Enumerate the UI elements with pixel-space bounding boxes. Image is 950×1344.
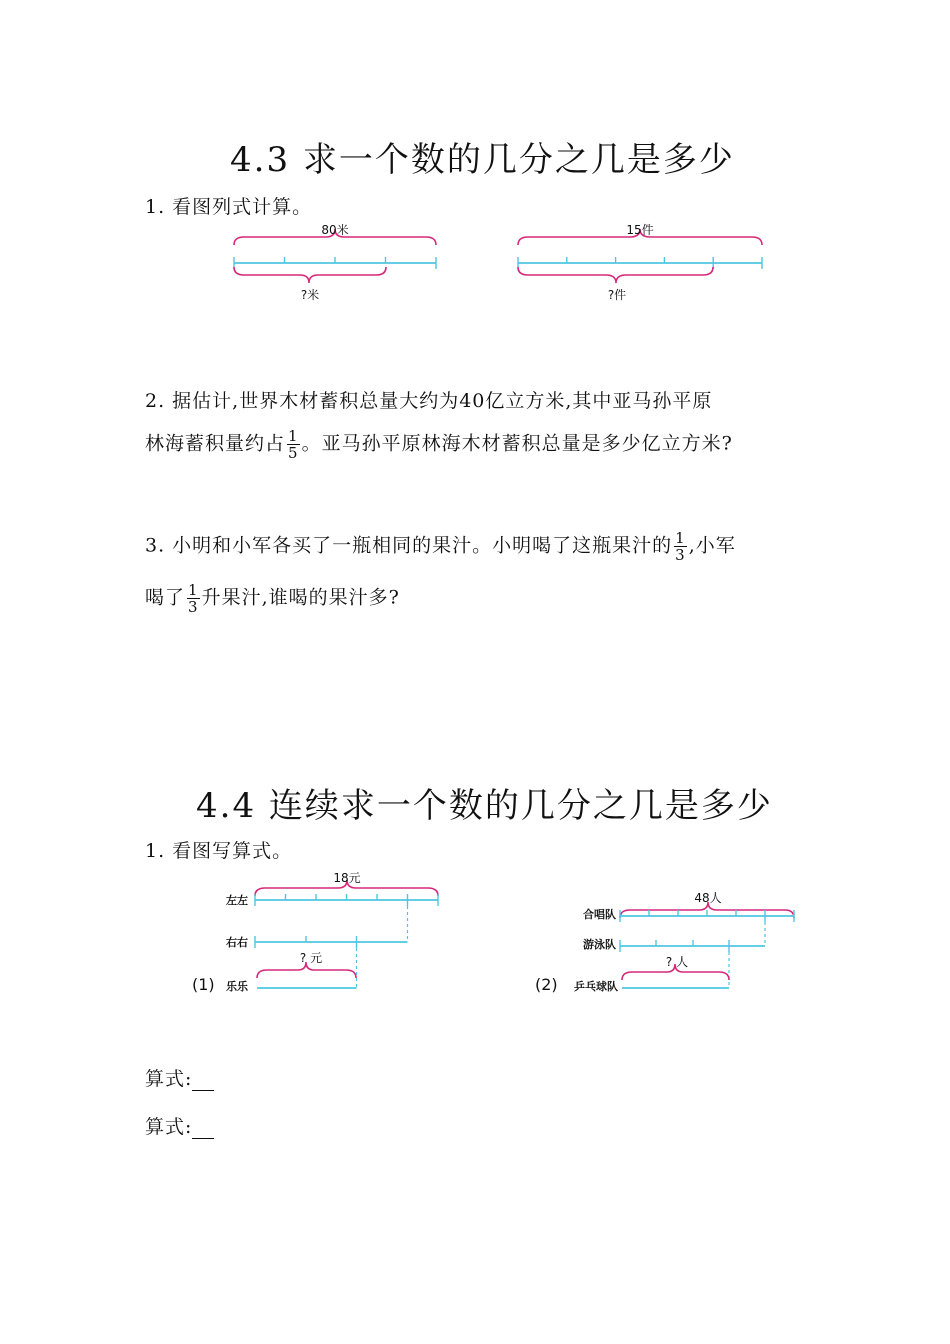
segment-diagram-a xyxy=(234,222,436,302)
numerator: 1 xyxy=(288,427,299,445)
question-2-line-1: 2. 据估计,世界木材蓄积总量大约为40亿立方米,其中亚马孙平原 xyxy=(145,390,713,412)
number: (2) xyxy=(535,975,558,994)
bottom-label: ?件 xyxy=(607,288,627,302)
answer-label: 算式: xyxy=(145,1068,193,1090)
fraction-one-fifth xyxy=(287,428,300,461)
denominator: 3 xyxy=(188,598,199,616)
section-title-4-3: 4.3 求一个数的几分之几是多少 xyxy=(230,140,735,180)
question-1-label: 1. 看图列式计算。 xyxy=(145,196,313,218)
row2-label: 右右 xyxy=(226,936,248,949)
fraction-one-third xyxy=(674,530,687,563)
answer-label: 算式: xyxy=(145,1116,193,1138)
answer-blank[interactable] xyxy=(192,1072,214,1091)
denominator: 5 xyxy=(288,444,299,462)
answer-line-1 xyxy=(145,1064,214,1091)
number: (1) xyxy=(192,975,215,994)
denominator: 3 xyxy=(675,546,686,564)
top-label: 80米 xyxy=(321,223,349,237)
text: 林海蓄积量约占 xyxy=(145,432,286,455)
fraction-one-third xyxy=(187,582,200,615)
question-1-label: 1. 看图写算式。 xyxy=(145,840,293,862)
answer-blank[interactable] xyxy=(192,1120,214,1139)
numerator: 1 xyxy=(188,581,199,599)
top-label: 15件 xyxy=(626,223,654,237)
text: 3. 小明和小军各买了一瓶相同的果汁。小明喝了这瓶果汁的 xyxy=(145,534,673,557)
top-label: 18元 xyxy=(333,871,361,885)
mid-label: ? 元 xyxy=(299,951,323,965)
question-3-line-1 xyxy=(145,530,736,563)
question-3-line-2 xyxy=(145,582,400,615)
row1-label: 合唱队 xyxy=(583,908,616,921)
text: 升果汁,谁喝的果汁多? xyxy=(201,586,400,609)
section-title-4-4: 4.4 连续求一个数的几分之几是多少 xyxy=(196,786,773,826)
mid-label: ? 人 xyxy=(665,955,689,969)
text: 喝了 xyxy=(145,586,186,609)
segment-diagram-b xyxy=(518,222,762,302)
continuous-fraction-diagrams xyxy=(180,862,810,1002)
numerator: 1 xyxy=(675,529,686,547)
diagram-2 xyxy=(535,891,794,994)
row2-label: 游泳队 xyxy=(583,938,616,951)
top-label: 48人 xyxy=(694,891,722,905)
bottom-label: ?米 xyxy=(300,288,320,302)
text: 。亚马孙平原林海木材蓄积总量是多少亿立方米? xyxy=(301,432,733,455)
question-2-line-2 xyxy=(145,428,733,461)
text: ,小军 xyxy=(688,534,736,557)
row3-label: 乐乐 xyxy=(226,980,248,993)
bottom-brace xyxy=(518,267,713,283)
diagram-1 xyxy=(192,871,438,994)
row1-label: 左左 xyxy=(226,894,248,907)
row3-label: 乒乓球队 xyxy=(574,980,618,993)
bottom-brace xyxy=(234,267,386,283)
answer-line-2 xyxy=(145,1112,214,1139)
segment-diagram-row xyxy=(220,215,780,310)
